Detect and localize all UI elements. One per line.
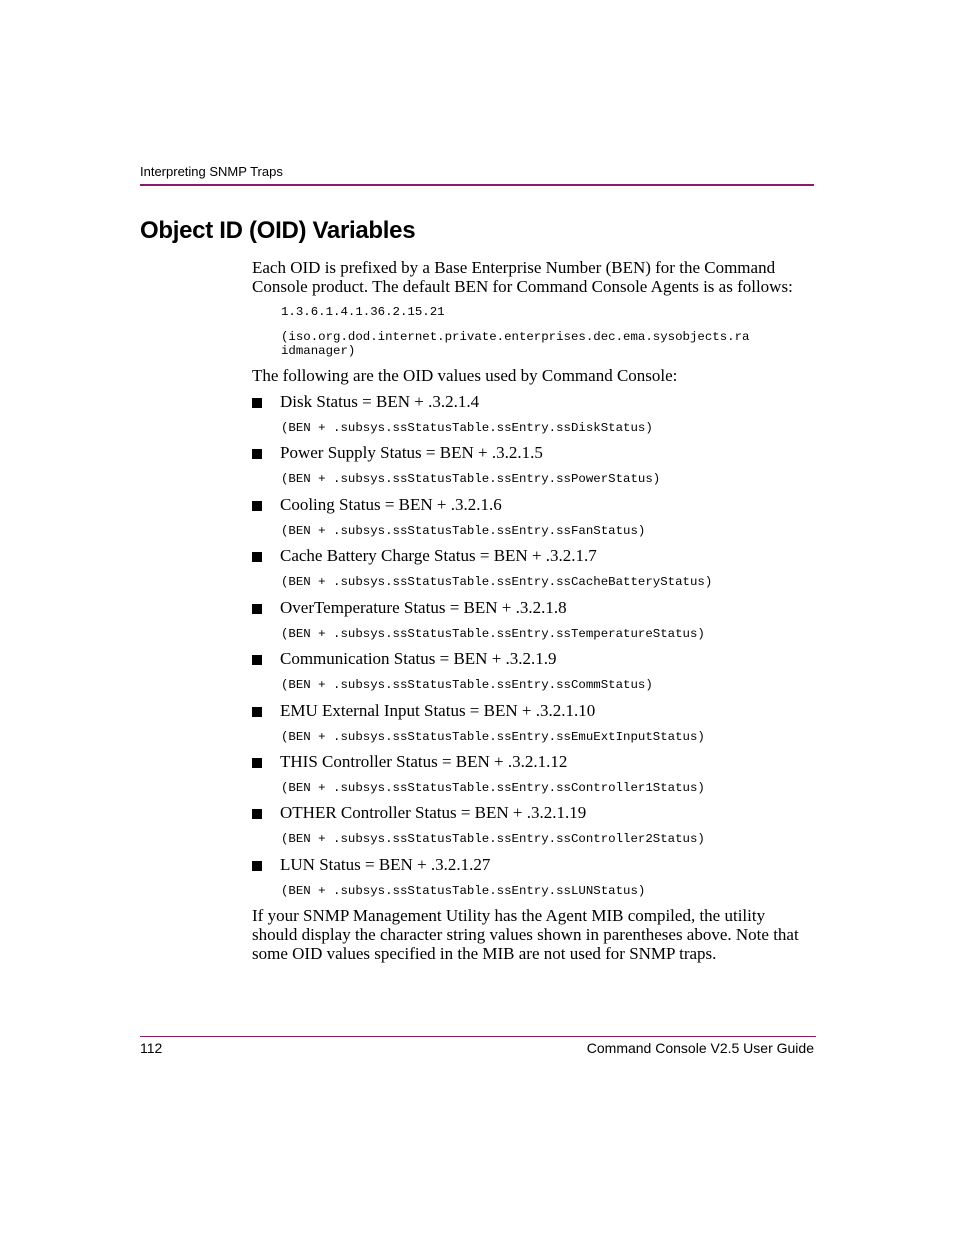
bullet-icon — [252, 809, 262, 819]
header-rule — [140, 184, 814, 186]
item-code: (BEN + .subsys.ssStatusTable.ssEntry.ssController1Status) — [281, 781, 705, 795]
section-title: Object ID (OID) Variables — [140, 217, 416, 244]
ben-path-line-2: idmanager) — [281, 344, 356, 358]
item-label: OTHER Controller Status = BEN + .3.2.1.19 — [280, 803, 587, 822]
intro-paragraph: Each OID is prefixed by a Base Enterprise Number (BEN) for the Command Console product. The default BEN for Command Console Agents is as follows: — [252, 258, 793, 296]
bullet-icon — [252, 501, 262, 511]
closing-paragraph: If your SNMP Management Utility has the Agent MIB compiled, the utility should display the character string values shown in parentheses above. Note that some OID values specified in the MIB are not used for SNMP traps. — [252, 906, 799, 963]
item-label: LUN Status = BEN + .3.2.1.27 — [280, 855, 491, 874]
bullet-icon — [252, 604, 262, 614]
bullet-icon — [252, 552, 262, 562]
item-label: OverTemperature Status = BEN + .3.2.1.8 — [280, 598, 567, 617]
list-intro: The following are the OID values used by Command Console: — [252, 366, 678, 385]
guide-title: Command Console V2.5 User Guide — [586, 1040, 814, 1056]
item-code: (BEN + .subsys.ssStatusTable.ssEntry.ssPowerStatus) — [281, 472, 661, 486]
ben-value: 1.3.6.1.4.1.36.2.15.21 — [281, 305, 445, 319]
bullet-icon — [252, 861, 262, 871]
footer-rule — [140, 1036, 816, 1037]
ben-path-line-1: (iso.org.dod.internet.private.enterprises.dec.ema.sysobjects.ra — [281, 330, 750, 344]
item-code: (BEN + .subsys.ssStatusTable.ssEntry.ssEmuExtInputStatus) — [281, 730, 705, 744]
bullet-icon — [252, 655, 262, 665]
item-code: (BEN + .subsys.ssStatusTable.ssEntry.ssController2Status) — [281, 832, 705, 846]
item-code: (BEN + .subsys.ssStatusTable.ssEntry.ssDiskStatus) — [281, 421, 653, 435]
bullet-icon — [252, 398, 262, 408]
item-code: (BEN + .subsys.ssStatusTable.ssEntry.ssTemperatureStatus) — [281, 627, 705, 641]
bullet-icon — [252, 758, 262, 768]
item-code: (BEN + .subsys.ssStatusTable.ssEntry.ssLUNStatus) — [281, 884, 646, 898]
item-label: Cache Battery Charge Status = BEN + .3.2.1.7 — [280, 546, 597, 565]
item-code: (BEN + .subsys.ssStatusTable.ssEntry.ssFanStatus) — [281, 524, 646, 538]
item-label: Cooling Status = BEN + .3.2.1.6 — [280, 495, 502, 514]
item-code: (BEN + .subsys.ssStatusTable.ssEntry.ssCacheBatteryStatus) — [281, 575, 713, 589]
item-code: (BEN + .subsys.ssStatusTable.ssEntry.ssCommStatus) — [281, 678, 653, 692]
page-number: 112 — [140, 1040, 163, 1056]
item-label: Communication Status = BEN + .3.2.1.9 — [280, 649, 557, 668]
bullet-icon — [252, 707, 262, 717]
item-label: THIS Controller Status = BEN + .3.2.1.12 — [280, 752, 568, 771]
item-label: EMU External Input Status = BEN + .3.2.1.10 — [280, 701, 596, 720]
bullet-icon — [252, 449, 262, 459]
item-label: Power Supply Status = BEN + .3.2.1.5 — [280, 443, 543, 462]
item-label: Disk Status = BEN + .3.2.1.4 — [280, 392, 480, 411]
running-head: Interpreting SNMP Traps — [140, 164, 283, 179]
